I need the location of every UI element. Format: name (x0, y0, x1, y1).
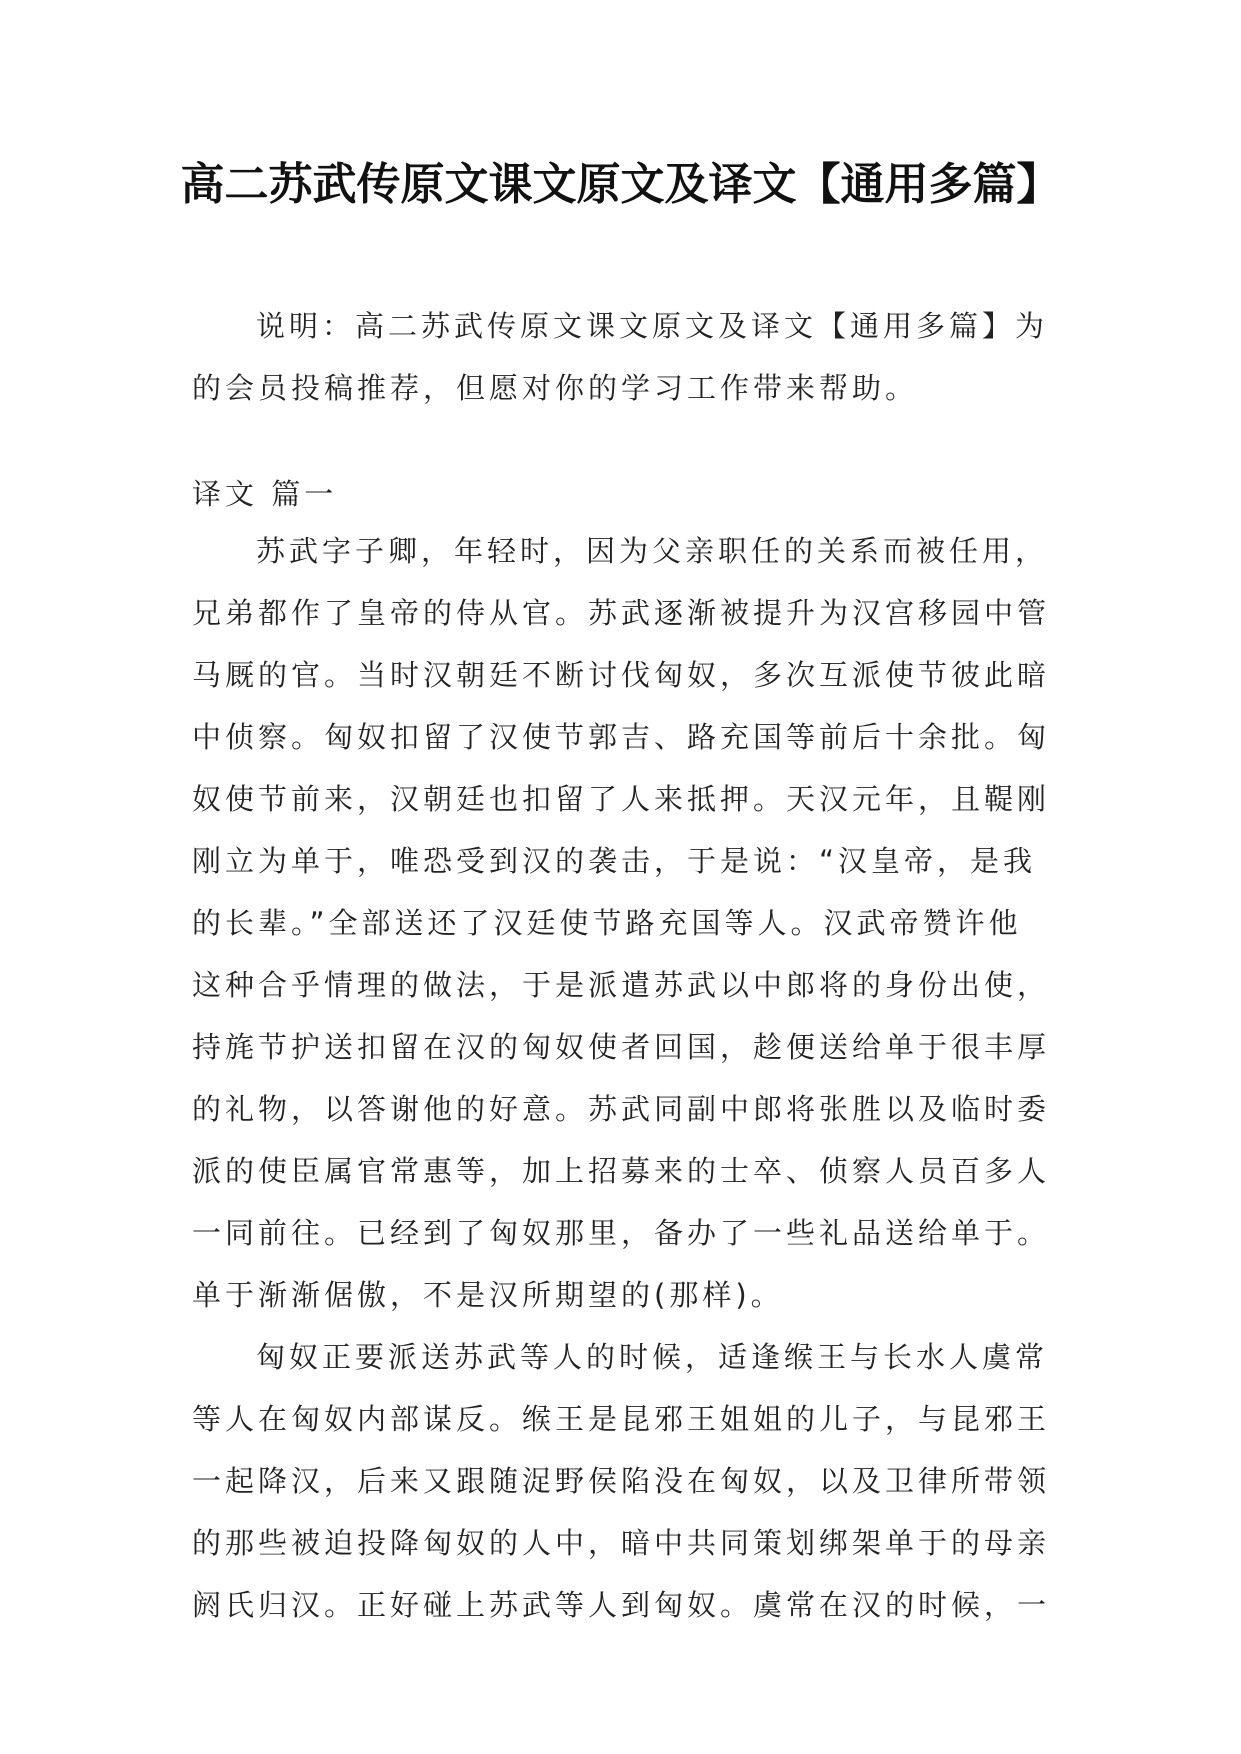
document-body (192, 520, 1054, 1636)
paragraph: 苏武字子卿，年轻时，因为父亲职任的关系而被任用，兄弟都作了皇帝的侍从官。苏武逐渐被提升为汉宫移园中管马厩的官。当时汉朝廷不断讨伐匈奴，多次互派使节彼此暗中侦察。匈奴扣留了汉使节郭吉、路充国等前后十余批。匈奴使节前来，汉朝廷也扣留了人来抵押。天汉元年，且鞮刚刚立为单于，唯恐受到汉的袭击，于是说：“汉皇帝，是我的长辈。”全部送还了汉廷使节路充国等人。汉武帝赞许他这种合乎情理的做法，于是派遣苏武以中郎将的身份出使，持旄节护送扣留在汉的匈奴使者回国，趁便送给单于很丰厚的礼物，以答谢他的好意。苏武同副中郎将张胜以及临时委派的使臣属官常惠等，加上招募来的士卒、侦察人员百多人一同前往。已经到了匈奴那里，备办了一些礼品送给单于。单于渐渐倨傲，不是汉所期望的(那样)。 (192, 534, 1051, 1312)
document-title: 高二苏武传原文课文原文及译文【通用多篇】 (180, 159, 1061, 210)
document-note: 说明：高二苏武传原文课文原文及译文【通用多篇】为的会员投稿推荐，但愿对你的学习工作带来帮助。 (192, 309, 1049, 405)
section-heading: 译文 篇一 (192, 477, 338, 511)
paragraph: 匈奴正要派送苏武等人的时候，适逢缑王与长水人虞常等人在匈奴内部谋反。缑王是昆邪王姐姐的儿子，与昆邪王一起降汉，后来又跟随浞野侯陷没在匈奴，以及卫律所带领的那些被迫投降匈奴的人中，暗中共同策划绑架单于的母亲阏氏归汉。正好碰上苏武等人到匈奴。虞常在汉的时候，一 (192, 1340, 1051, 1622)
